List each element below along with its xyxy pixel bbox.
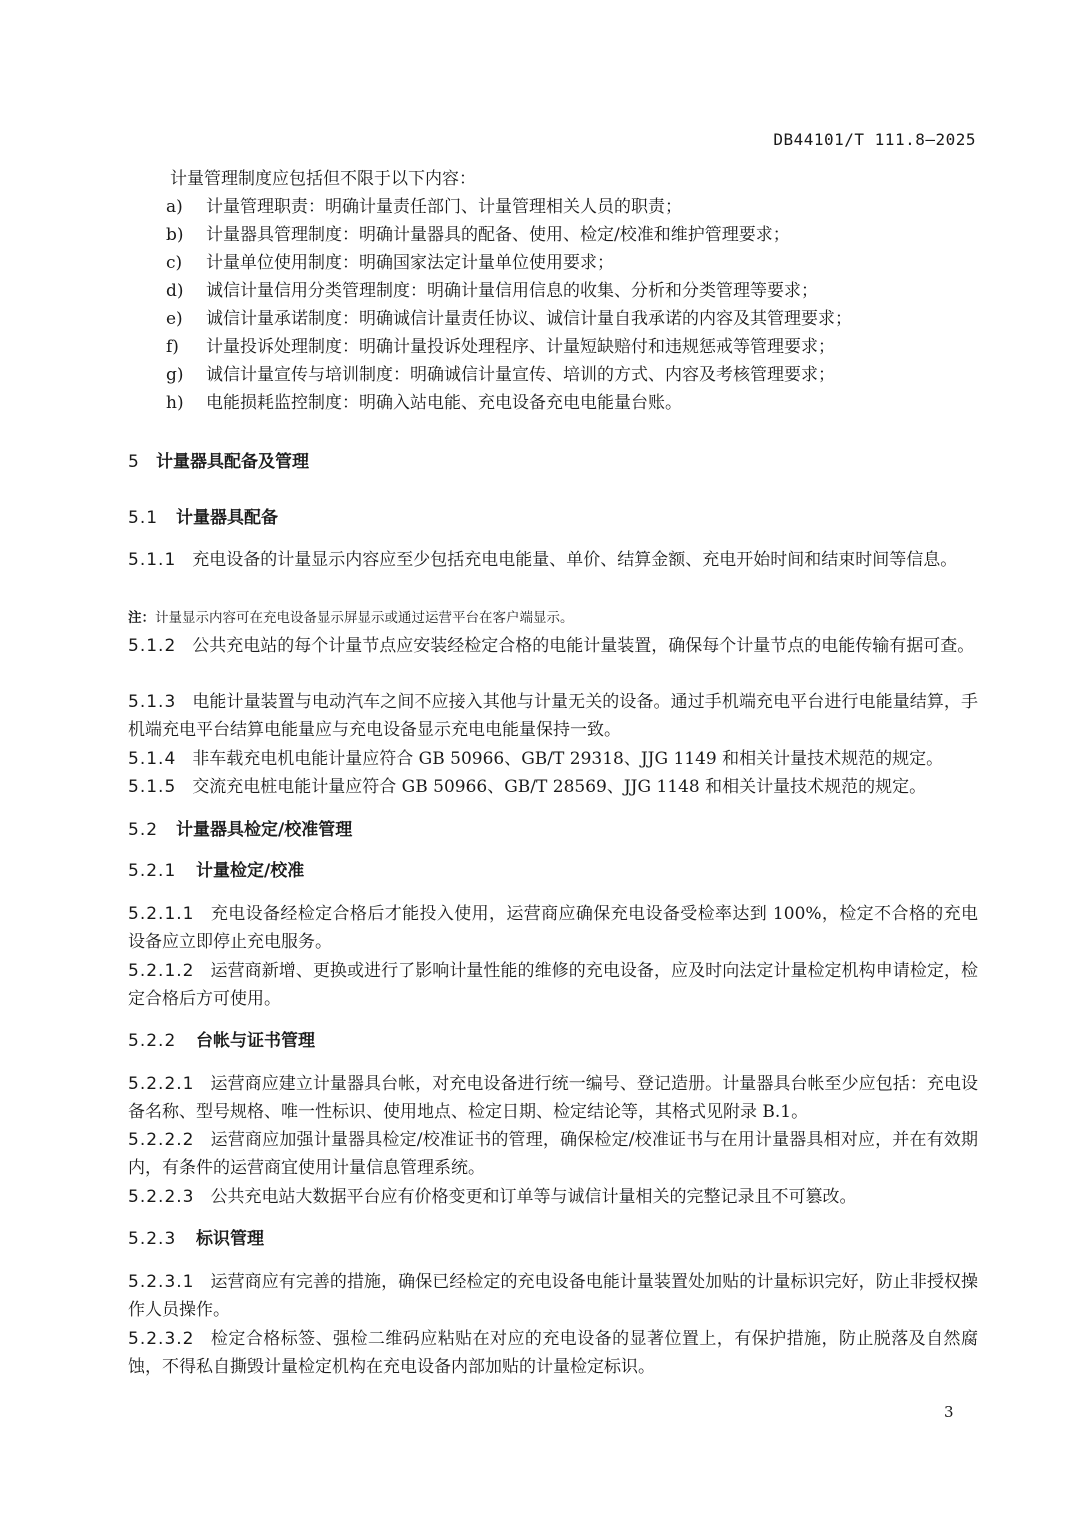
list-item <box>166 362 835 388</box>
section-heading-5-2-2 <box>128 1028 315 1054</box>
section-heading-5-1 <box>128 505 278 531</box>
clause-5-2-3-2 <box>128 1325 978 1381</box>
section-title: 计量器具检定/校准管理 <box>176 820 353 840</box>
clause-5-2-1-1 <box>128 900 978 956</box>
clause-number: 5.2.1.1 <box>128 904 195 924</box>
section-heading-5-2-3 <box>128 1226 264 1252</box>
list-tag: g) <box>166 365 184 385</box>
list-tag: e) <box>166 309 183 329</box>
list-text: 计量器具管理制度：明确计量器具的配备、使用、检定/校准和维护管理要求； <box>206 225 790 245</box>
note-text: 计量显示内容可在充电设备显示屏显示或通过运营平台在客户端显示。 <box>155 610 574 626</box>
clause-number: 5.1.4 <box>128 749 177 769</box>
clause-5-2-1-2 <box>128 957 978 1013</box>
clause-5-1-1 <box>128 546 978 574</box>
clause-text: 充电设备经检定合格后才能投入使用，运营商应确保充电设备受检率达到 100%，检定不合格的充电设备应立即停止充电服务。 <box>128 904 978 952</box>
list-item <box>166 194 682 220</box>
list-item <box>166 390 682 416</box>
list-text: 计量投诉处理制度：明确计量投诉处理程序、计量短缺赔付和违规惩戒等管理要求； <box>206 337 835 357</box>
clause-5-1-4 <box>128 745 978 773</box>
clause-text: 运营商应建立计量器具台帐，对充电设备进行统一编号、登记造册。计量器具台帐至少应包括：充电设备名称、型号规格、唯一性标识、使用地点、检定日期、检定结论等，其格式见附录 B.1。 <box>128 1074 978 1122</box>
section-title: 计量器具配备及管理 <box>156 452 309 472</box>
list-text: 电能损耗监控制度：明确入站电能、充电设备充电电能量台账。 <box>206 393 682 413</box>
clause-text: 公共充电站大数据平台应有价格变更和订单等与诚信计量相关的完整记录且不可篡改。 <box>210 1187 857 1207</box>
page-number: 3 <box>944 1403 954 1421</box>
clause-number: 5.2.3.1 <box>128 1272 195 1292</box>
list-text: 诚信计量信用分类管理制度：明确计量信用信息的收集、分析和分类管理等要求； <box>206 281 818 301</box>
clause-text: 电能计量装置与电动汽车之间不应接入其他与计量无关的设备。通过手机端充电平台进行电能量结算，手机端充电平台结算电能量应与充电设备显示充电电能量保持一致。 <box>128 692 978 740</box>
clause-text: 交流充电桩电能计量应符合 GB 50966、GB/T 28569、JJG 1148 和相关计量技术规范的规定。 <box>192 777 927 797</box>
section-number: 5.2.1 <box>128 861 177 881</box>
section-heading-5-2 <box>128 817 352 843</box>
list-item <box>166 278 818 304</box>
section-heading-5-2-1 <box>128 858 304 884</box>
intro-line: 计量管理制度应包括但不限于以下内容： <box>170 169 476 189</box>
section-number: 5.2 <box>128 820 159 840</box>
list-tag: c) <box>166 253 183 273</box>
list-tag: b) <box>166 225 184 245</box>
clause-text: 充电设备的计量显示内容应至少包括充电电能量、单价、结算金额、充电开始时间和结束时间等信息。 <box>192 550 958 570</box>
list-text: 诚信计量宣传与培训制度：明确诚信计量宣传、培训的方式、内容及考核管理要求； <box>206 365 835 385</box>
clause-5-1-5 <box>128 773 978 801</box>
list-item <box>166 306 852 332</box>
clause-text: 检定合格标签、强检二维码应粘贴在对应的充电设备的显著位置上，有保护措施，防止脱落及自然腐蚀，不得私自撕毁计量检定机构在充电设备内部加贴的计量检定标识。 <box>128 1329 978 1377</box>
section-title: 计量检定/校准 <box>196 861 305 881</box>
list-tag: h) <box>166 393 184 413</box>
document-code: DB44101/T 111.8—2025 <box>773 130 976 149</box>
section-number: 5.1 <box>128 508 159 528</box>
section-title: 计量器具配备 <box>176 508 278 528</box>
clause-5-1-3 <box>128 688 978 744</box>
clause-text: 非车载充电机电能计量应符合 GB 50966、GB/T 29318、JJG 1149 和相关计量技术规范的规定。 <box>192 749 944 769</box>
clause-5-2-2-2 <box>128 1126 978 1182</box>
list-item <box>166 222 790 248</box>
section-number: 5 <box>128 452 139 472</box>
clause-number: 5.2.2.3 <box>128 1187 195 1207</box>
list-text: 计量管理职责：明确计量责任部门、计量管理相关人员的职责； <box>206 197 682 217</box>
section-title: 标识管理 <box>196 1229 264 1249</box>
list-item <box>166 334 835 360</box>
list-tag: a) <box>166 197 183 217</box>
clause-text: 运营商新增、更换或进行了影响计量性能的维修的充电设备，应及时向法定计量检定机构申请检定，检定合格后方可使用。 <box>128 961 978 1009</box>
clause-5-2-2-3 <box>128 1183 978 1211</box>
clause-5-1-2 <box>128 632 978 660</box>
note-label: 注： <box>128 610 155 626</box>
clause-text: 运营商应有完善的措施，确保已经检定的充电设备电能计量装置处加贴的计量标识完好，防止非授权操作人员操作。 <box>128 1272 978 1320</box>
section-title: 台帐与证书管理 <box>196 1031 315 1051</box>
section-heading-5 <box>128 449 309 475</box>
clause-number: 5.2.2.2 <box>128 1130 195 1150</box>
clause-number: 5.1.5 <box>128 777 177 797</box>
list-tag: d) <box>166 281 184 301</box>
clause-5-2-2-1 <box>128 1070 978 1126</box>
clause-number: 5.1.3 <box>128 692 177 712</box>
clause-number: 5.2.3.2 <box>128 1329 195 1349</box>
clause-number: 5.1.2 <box>128 636 177 656</box>
clause-5-2-3-1 <box>128 1268 978 1324</box>
clause-number: 5.2.2.1 <box>128 1074 195 1094</box>
section-number: 5.2.3 <box>128 1229 177 1249</box>
list-text: 计量单位使用制度：明确国家法定计量单位使用要求； <box>206 253 614 273</box>
list-item <box>166 250 614 276</box>
clause-text: 运营商应加强计量器具检定/校准证书的管理，确保检定/校准证书与在用计量器具相对应，并在有效期内，有条件的运营商宜使用计量信息管理系统。 <box>128 1130 978 1178</box>
clause-number: 5.2.1.2 <box>128 961 195 981</box>
note <box>128 608 574 628</box>
list-tag: f) <box>166 337 179 357</box>
clause-number: 5.1.1 <box>128 550 177 570</box>
section-number: 5.2.2 <box>128 1031 177 1051</box>
list-text: 诚信计量承诺制度：明确诚信计量责任协议、诚信计量自我承诺的内容及其管理要求； <box>206 309 852 329</box>
clause-text: 公共充电站的每个计量节点应安装经检定合格的电能计量装置，确保每个计量节点的电能传输有据可查。 <box>192 636 975 656</box>
